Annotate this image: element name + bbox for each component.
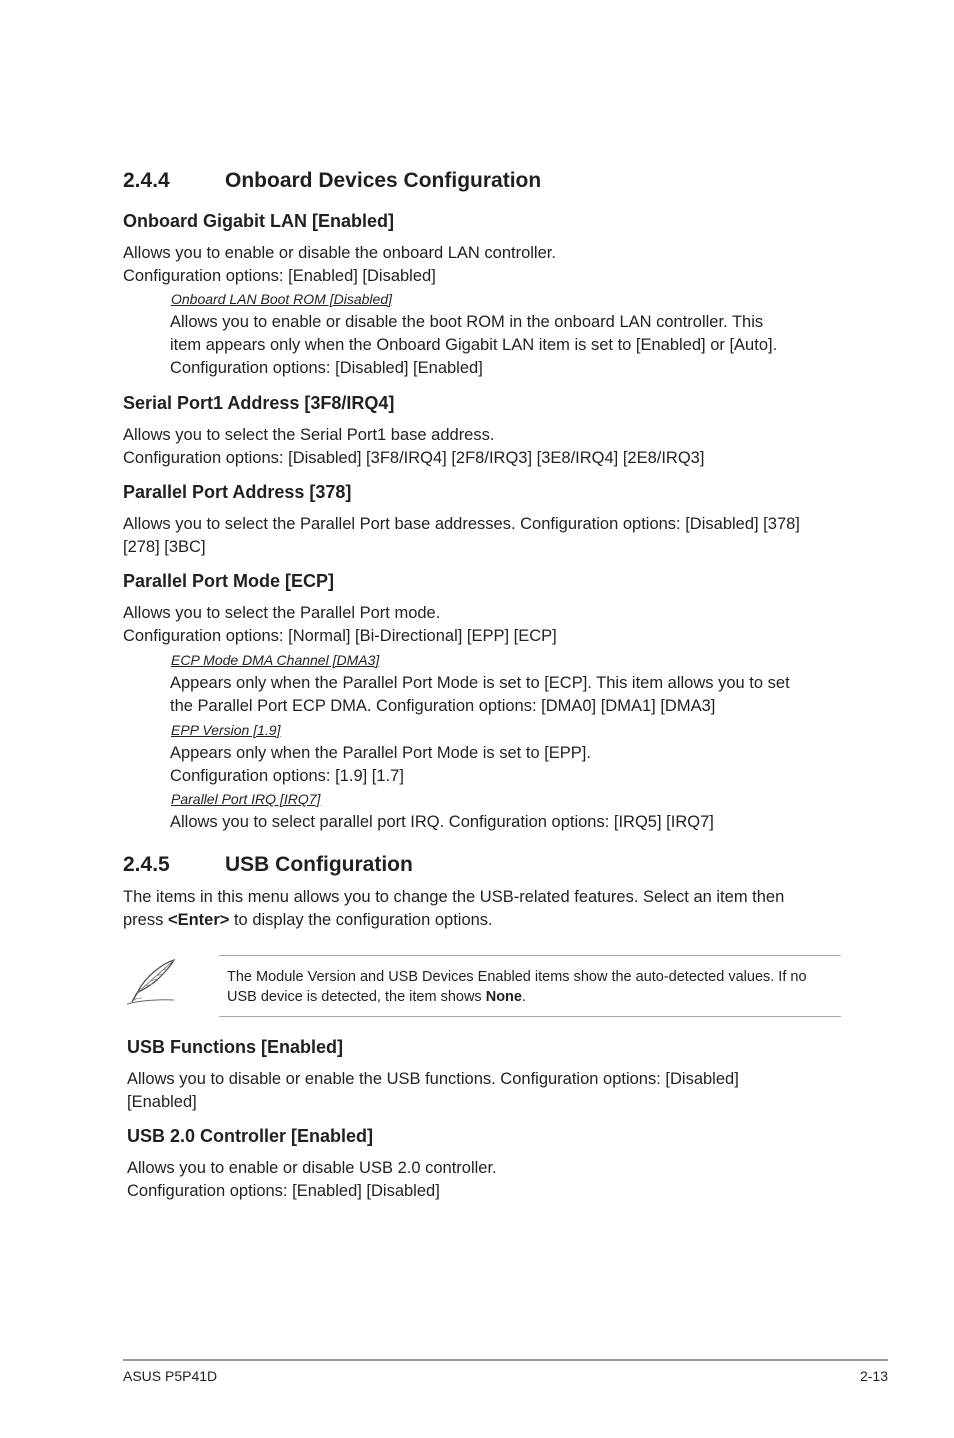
footer-rule <box>123 1359 888 1361</box>
item-heading-usb-functions: USB Functions [Enabled] <box>127 1037 343 1057</box>
subitem-desc-lan-boot-rom-3: Configuration options: [Disabled] [Enabled] <box>170 359 483 377</box>
item-desc-usb2-controller-2: Configuration options: [Enabled] [Disabled] <box>127 1182 440 1200</box>
item-heading-usb2-controller: USB 2.0 Controller [Enabled] <box>127 1126 374 1146</box>
section-intro-2 <box>123 909 493 932</box>
subitem-desc-ecp-dma-2: the Parallel Port ECP DMA. Configuration options: [DMA0] [DMA1] [DMA3] <box>170 697 716 715</box>
item-desc-onboard-lan-1: Allows you to enable or disable the onboard LAN controller. <box>123 244 556 262</box>
note-top-rule <box>219 955 841 956</box>
note-text-pre: USB device is detected, the item shows <box>227 989 486 1005</box>
subitem-title-parallel-irq: Parallel Port IRQ [IRQ7] <box>171 791 321 807</box>
subitem-desc-lan-boot-rom-1: Allows you to enable or disable the boot ROM in the onboard LAN controller. This <box>170 313 764 331</box>
note-none-label: None <box>485 989 522 1005</box>
subitem-title-lan-boot-rom: Onboard LAN Boot ROM [Disabled] <box>171 291 392 307</box>
item-desc-usb2-controller-1: Allows you to enable or disable USB 2.0 controller. <box>127 1159 497 1177</box>
intro-text-post: to display the configuration options. <box>229 911 493 929</box>
section-intro-1: The items in this menu allows you to change the USB-related features. Select an item then <box>123 888 785 906</box>
intro-text-pre: press <box>123 911 168 929</box>
item-heading-parallel-address: Parallel Port Address [378] <box>123 482 352 502</box>
section-number-2-4-5: 2.4.5 <box>123 853 170 876</box>
subitem-desc-lan-boot-rom-2: item appears only when the Onboard Gigabit LAN item is set to [Enabled] or [Auto]. <box>170 336 778 354</box>
item-desc-serial-port-1: Allows you to select the Serial Port1 base address. <box>123 426 495 444</box>
item-heading-serial-port: Serial Port1 Address [3F8/IRQ4] <box>123 393 395 413</box>
feather-pen-icon <box>124 957 180 1007</box>
item-desc-usb-functions-2: [Enabled] <box>127 1093 197 1111</box>
item-desc-serial-port-2: Configuration options: [Disabled] [3F8/IRQ4] [2F8/IRQ3] [3E8/IRQ4] [2E8/IRQ3] <box>123 449 705 467</box>
item-desc-parallel-address-2: [278] [3BC] <box>123 538 206 556</box>
note-line-2 <box>227 987 526 1007</box>
subitem-desc-epp-version-2: Configuration options: [1.9] [1.7] <box>170 767 404 785</box>
subitem-desc-epp-version-1: Appears only when the Parallel Port Mode is set to [EPP]. <box>170 744 591 762</box>
note-text-post: . <box>521 989 526 1005</box>
section-title-2-4-4: Onboard Devices Configuration <box>225 169 542 192</box>
item-desc-parallel-mode-1: Allows you to select the Parallel Port mode. <box>123 604 441 622</box>
footer-page-number: 2-13 <box>859 1368 888 1384</box>
item-heading-onboard-lan: Onboard Gigabit LAN [Enabled] <box>123 211 394 231</box>
subitem-desc-parallel-irq-1: Allows you to select parallel port IRQ. Configuration options: [IRQ5] [IRQ7] <box>170 813 714 831</box>
note-line-1: The Module Version and USB Devices Enabled items show the auto-detected values. If no <box>227 969 807 985</box>
item-desc-parallel-address-1: Allows you to select the Parallel Port base addresses. Configuration options: [Disabled] [378] <box>123 515 800 533</box>
note-bottom-rule <box>219 1016 841 1017</box>
footer-product-name: ASUS P5P41D <box>123 1368 218 1384</box>
enter-key-label: <Enter> <box>167 911 230 929</box>
item-desc-parallel-mode-2: Configuration options: [Normal] [Bi-Directional] [EPP] [ECP] <box>123 627 557 645</box>
section-number-2-4-4: 2.4.4 <box>123 169 170 192</box>
item-heading-parallel-mode: Parallel Port Mode [ECP] <box>123 571 335 591</box>
item-desc-usb-functions-1: Allows you to disable or enable the USB functions. Configuration options: [Disabled] <box>127 1070 739 1088</box>
section-title-2-4-5: USB Configuration <box>225 853 413 876</box>
subitem-desc-ecp-dma-1: Appears only when the Parallel Port Mode is set to [ECP]. This item allows you to set <box>170 674 790 692</box>
item-desc-onboard-lan-2: Configuration options: [Enabled] [Disabled] <box>123 267 436 285</box>
subitem-title-ecp-dma: ECP Mode DMA Channel [DMA3] <box>171 652 380 668</box>
subitem-title-epp-version: EPP Version [1.9] <box>171 722 281 738</box>
